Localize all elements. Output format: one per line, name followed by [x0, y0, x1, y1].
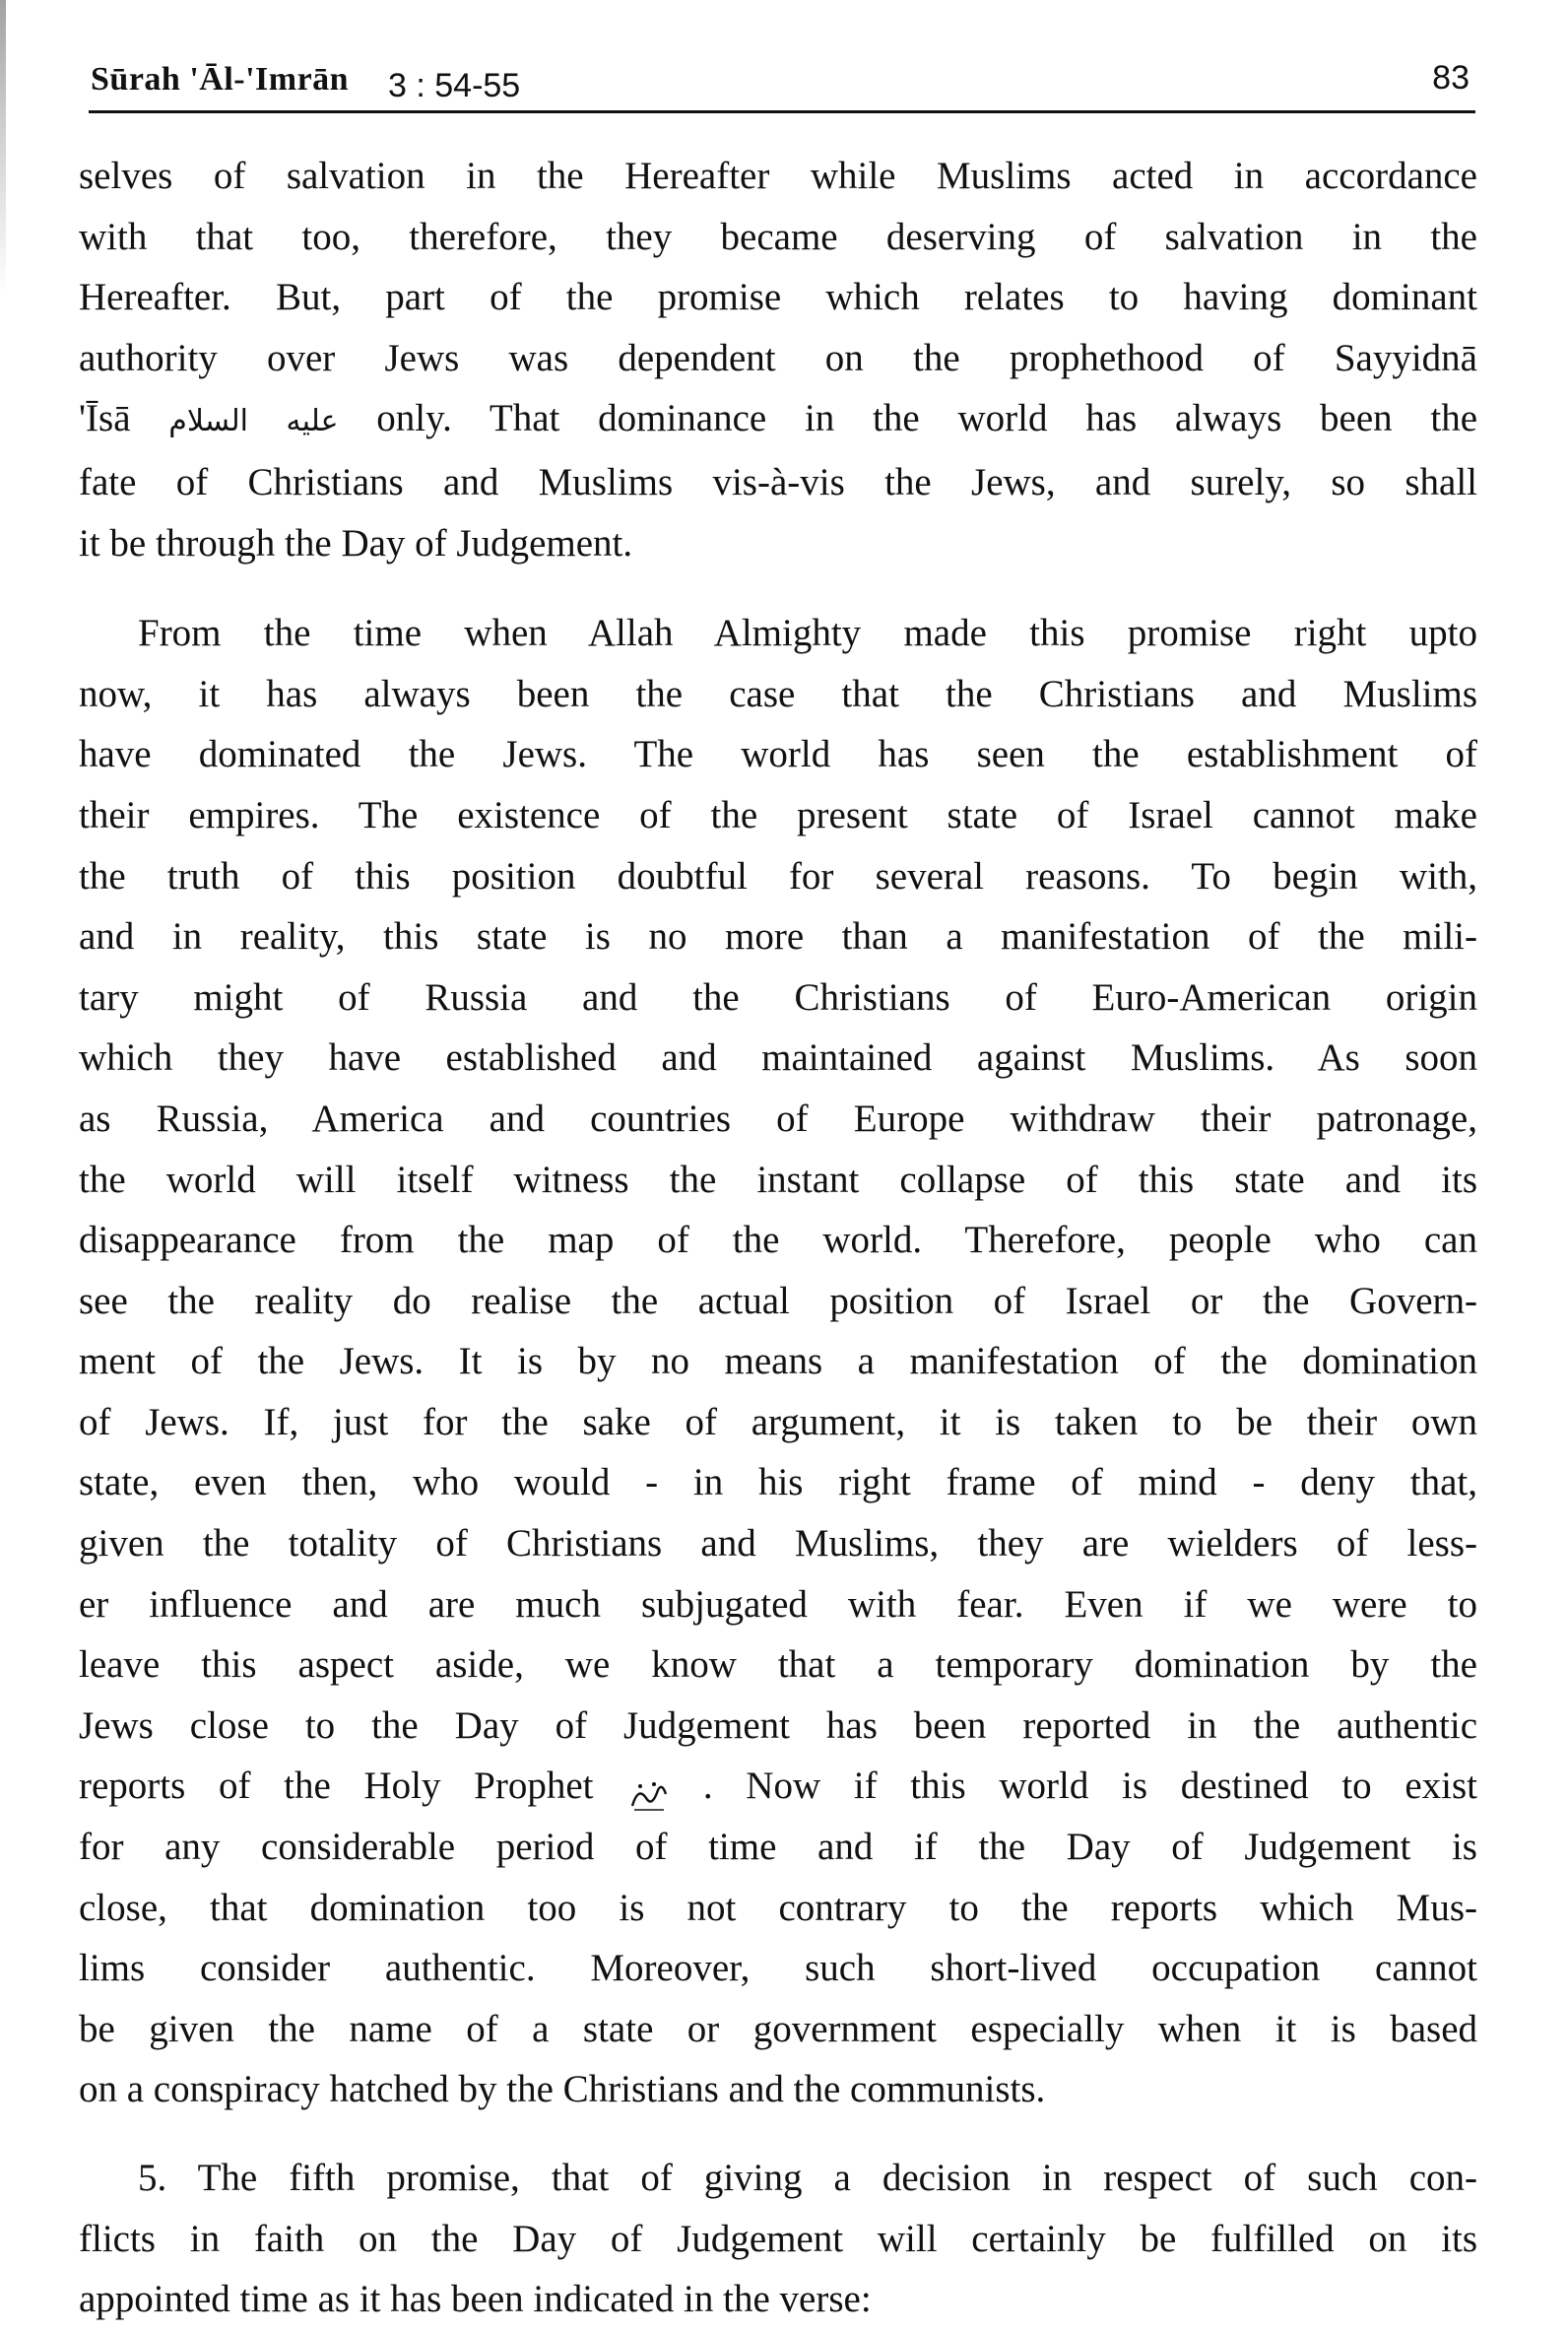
- verse-reference: 3 : 54-55: [388, 67, 521, 104]
- line-text: . Now if this world is destined to exist: [702, 1765, 1478, 1808]
- text-line: [79, 1756, 1477, 1817]
- header-rule: [89, 110, 1475, 113]
- text-line: which they have established and maintained against Muslims. As soon: [79, 1036, 1477, 1080]
- text-line: and in reality, this state is no more than a manifestation of the mili-: [79, 915, 1477, 959]
- page-number: 83: [1432, 59, 1470, 97]
- text-line: Hereafter. But, part of the promise which relates to having dominant: [79, 276, 1477, 319]
- text-line: have dominated the Jews. The world has seen the establishment of: [79, 733, 1477, 776]
- text-line: Jews close to the Day of Judgement has been reported in the authentic: [79, 1703, 1477, 1747]
- text-line: see the reality do realise the actual position of Israel or the Govern-: [79, 1279, 1477, 1322]
- text-line: close, that domination too is not contrary to the reports which Mus-: [79, 1886, 1477, 1929]
- text-line: it be through the Day of Judgement.: [79, 521, 633, 565]
- line-text: only. That dominance in the world has always been the: [376, 397, 1478, 440]
- paragraph-3: [79, 2148, 1477, 2330]
- name-isa: 'Īsā: [79, 397, 131, 440]
- text-line: 5. The fifth promise, that of giving a decision in respect of such con-: [138, 2157, 1477, 2199]
- text-line: From the time when Allah Almighty made this promise right upto: [138, 612, 1477, 655]
- text-line: [79, 388, 1477, 452]
- text-line: on a conspiracy hatched by the Christians and the communists.: [79, 2068, 1046, 2111]
- text-line: the truth of this position doubtful for several reasons. To begin with,: [79, 854, 1477, 898]
- running-header: [91, 51, 1470, 112]
- surah-title: Sūrah 'Āl-'Imrān: [91, 61, 350, 98]
- paragraph-1: [79, 146, 1477, 573]
- text-line: tary might of Russia and the Christians of Euro-American origin: [79, 975, 1477, 1019]
- text-line: leave this aspect aside, we know that a temporary domination by the: [79, 1643, 1477, 1687]
- scan-edge-shadow: [0, 0, 6, 296]
- text-line: for any considerable period of time and if the Day of Judgement is: [79, 1826, 1477, 1869]
- text-line: now, it has always been the case that the Christians and Muslims: [79, 672, 1477, 715]
- text-line: the world will itself witness the instant collapse of this state and its: [79, 1158, 1477, 1201]
- line-text: reports of the Holy Prophet: [79, 1765, 594, 1808]
- arabic-honorific: عليه السلام: [168, 404, 339, 439]
- text-line: ment of the Jews. It is by no means a manifestation of the domination: [79, 1340, 1477, 1383]
- text-line: state, even then, who would - in his right frame of mind - deny that,: [79, 1461, 1477, 1504]
- text-line: be given the name of a state or government especially when it is based: [79, 2007, 1477, 2050]
- text-line: lims consider authentic. Moreover, such short-lived occupation cannot: [79, 1947, 1477, 1990]
- text-line: of Jews. If, just for the sake of argument, it is taken to be their own: [79, 1400, 1477, 1443]
- text-line: fate of Christians and Muslims vis-à-vis the Jews, and surely, so shall: [79, 460, 1477, 503]
- body-text: [79, 146, 1477, 2330]
- text-line: given the totality of Christians and Muslims, they are wielders of less-: [79, 1522, 1477, 1566]
- text-line: flicts in faith on the Day of Judgement will certainly be fulfilled on its: [79, 2217, 1477, 2260]
- text-line: appointed time as it has been indicated in the verse:: [79, 2278, 872, 2321]
- paragraph-2: [79, 603, 1477, 2120]
- text-line: with that too, therefore, they became deserving of salvation in the: [79, 215, 1477, 258]
- text-line: authority over Jews was dependent on the prophethood of Sayyidnā: [79, 336, 1477, 379]
- text-line: their empires. The existence of the present state of Israel cannot make: [79, 793, 1477, 836]
- text-line: as Russia, America and countries of Europe withdraw their patronage,: [79, 1097, 1477, 1140]
- text-line: disappearance from the map of the world. Therefore, people who can: [79, 1219, 1477, 1262]
- text-line: selves of salvation in the Hereafter while Muslims acted in accordance: [79, 155, 1477, 197]
- text-line: er influence and are much subjugated with fear. Even if we were to: [79, 1582, 1477, 1626]
- salutation-symbol-icon: [626, 1771, 670, 1807]
